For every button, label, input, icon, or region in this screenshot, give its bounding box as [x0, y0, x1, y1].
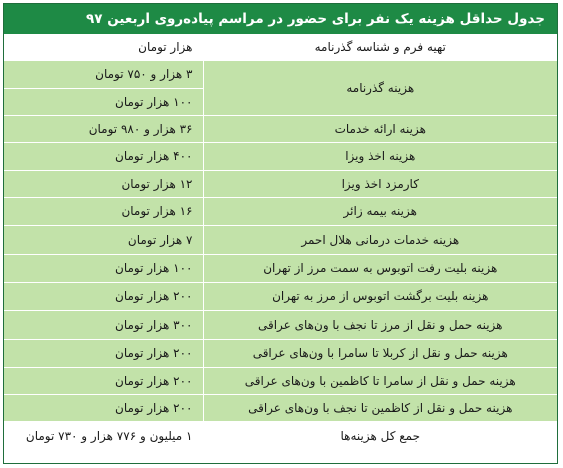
- row-cost: ۱۶ هزار تومان: [4, 197, 203, 225]
- row-cost: ۲۰۰ هزار تومان: [4, 367, 203, 394]
- row-item: هزینه حمل و نقل از کاظمین تا نجف با ون‌های عراقی: [203, 394, 557, 421]
- cost-table-frame: [3, 3, 558, 464]
- row-cost: ۳۰۰ هزار تومان: [4, 310, 203, 339]
- row-item: هزینه حمل و نقل از سامرا تا کاظمین با ون‌های عراقی: [203, 367, 557, 394]
- table-row: [4, 254, 557, 282]
- row-cost: ۷ هزار تومان: [4, 225, 203, 254]
- table-row: [4, 367, 557, 394]
- table-row: [4, 282, 557, 310]
- row-cost: هزار تومان: [4, 34, 203, 60]
- table-row: [4, 142, 557, 170]
- table-row-total: [4, 421, 557, 451]
- row-item: هزینه بلیت برگشت اتوبوس از مرز به تهران: [203, 282, 557, 310]
- table-row: [4, 394, 557, 421]
- row-cost: ۳ هزار و ۷۵۰ تومان: [4, 60, 203, 88]
- row-item: تهیه فرم و شناسه گذرنامه: [203, 34, 557, 60]
- table-row: [4, 115, 557, 142]
- row-item: هزینه اخذ ویزا: [203, 142, 557, 170]
- row-item: هزینه خدمات درمانی هلال احمر: [203, 225, 557, 254]
- row-cost: ۲۰۰ هزار تومان: [4, 394, 203, 421]
- table-row: [4, 170, 557, 197]
- table-row: [4, 225, 557, 254]
- table-row: [4, 34, 557, 60]
- row-item: هزینه حمل و نقل از کربلا تا سامرا با ون‌های عراقی: [203, 339, 557, 367]
- row-item: هزینه بیمه زائر: [203, 197, 557, 225]
- row-cost: ۱۰۰ هزار تومان: [4, 88, 203, 115]
- row-cost: ۱۲ هزار تومان: [4, 170, 203, 197]
- row-item: هزینه ارائه خدمات: [203, 115, 557, 142]
- row-item: هزینه گذرنامه: [203, 60, 557, 115]
- table-row: [4, 310, 557, 339]
- row-item: هزینه حمل و نقل از مرز تا نجف با ون‌های عراقی: [203, 310, 557, 339]
- row-item: کارمزد اخذ ویزا: [203, 170, 557, 197]
- total-label: جمع کل هزینه‌ها: [203, 421, 557, 451]
- cost-table: [4, 34, 557, 452]
- table-row: [4, 60, 557, 88]
- table-title: جدول حداقل هزینه یک نفر برای حضور در مراسم پیاده‌روی اربعین ۹۷: [4, 4, 557, 34]
- row-cost: ۳۶ هزار و ۹۸۰ تومان: [4, 115, 203, 142]
- table-row: [4, 197, 557, 225]
- row-cost: ۴۰۰ هزار تومان: [4, 142, 203, 170]
- total-cost: ۱ میلیون و ۷۷۶ هزار و ۷۳۰ تومان: [4, 421, 203, 451]
- table-row: [4, 339, 557, 367]
- row-cost: ۲۰۰ هزار تومان: [4, 282, 203, 310]
- row-item: هزینه بلیت رفت اتوبوس به سمت مرز از تهران: [203, 254, 557, 282]
- row-cost: ۱۰۰ هزار تومان: [4, 254, 203, 282]
- row-cost: ۲۰۰ هزار تومان: [4, 339, 203, 367]
